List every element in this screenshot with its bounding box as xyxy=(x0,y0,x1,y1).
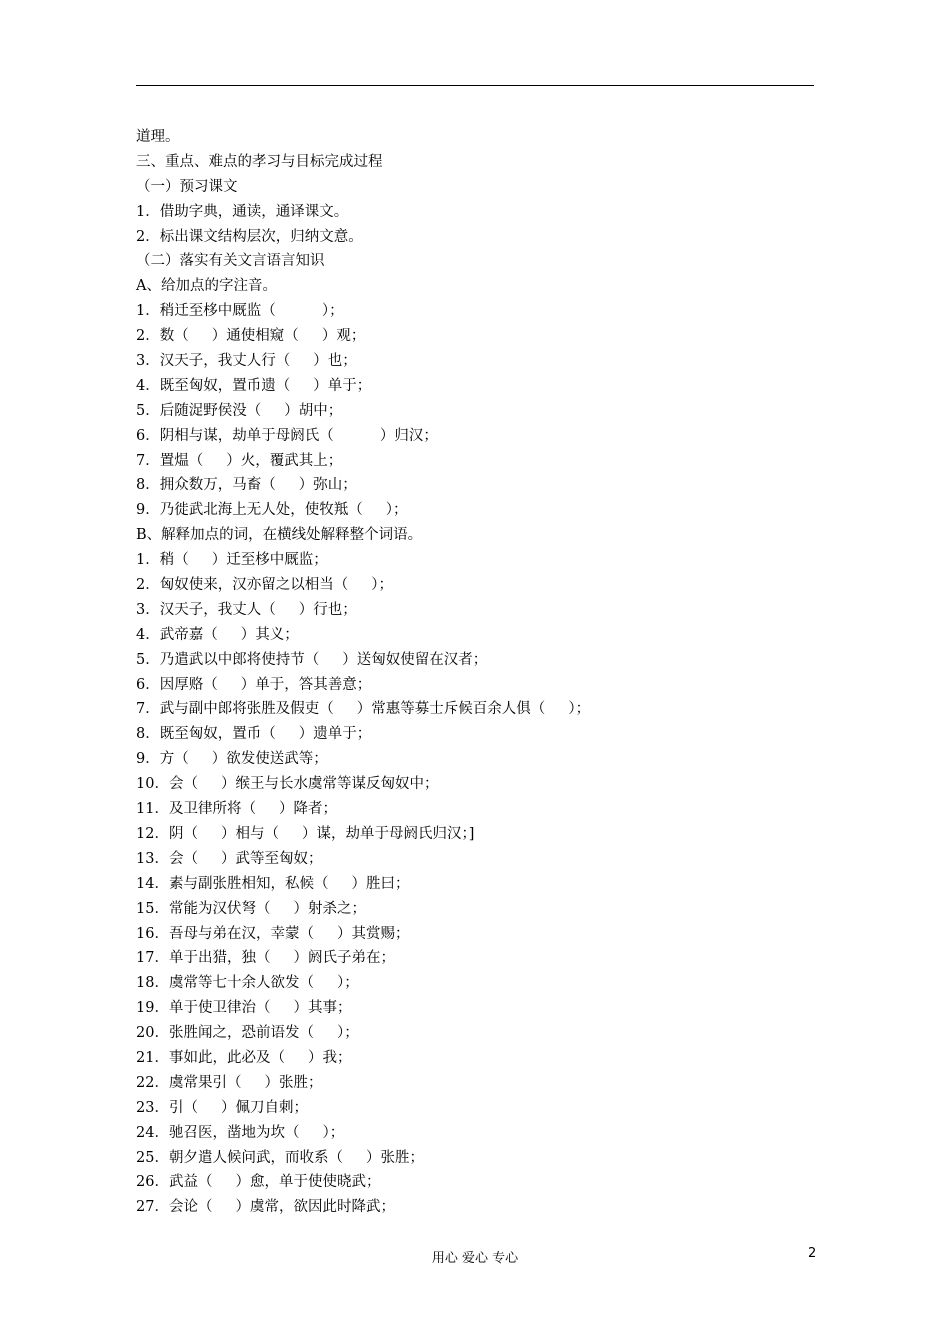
exercise-item: 4．武帝嘉（ ）其义； xyxy=(136,626,299,643)
exercise-item: 12．阴（ ）相与（ ）谋，劫单于母阏氏归汉；] xyxy=(136,825,475,842)
exercise-item: 5．后随浞野侯没（ ）胡中； xyxy=(136,402,343,419)
exercise-item: 3．汉天子，我丈人（ ）行也； xyxy=(136,601,357,618)
exercise-item: 8．既至匈奴，置币（ ）遗单于； xyxy=(136,726,372,743)
exercise-item: 18．虞常等七十余人欲发（ ）； xyxy=(136,975,359,992)
text-line: 道理。 xyxy=(136,129,180,145)
exercise-item: 14．素与副张胜相知，私候（ ）胜曰； xyxy=(136,875,410,892)
exercise-heading: A、给加点的字注音。 xyxy=(136,278,277,295)
exercise-item: 22．虞常果引（ ）张胜； xyxy=(136,1074,323,1091)
exercise-item: 6．因厚赂（ ）单于，答其善意； xyxy=(136,676,372,693)
exercise-item: 17．单于出猎，独（ ）阏氏子弟在； xyxy=(136,950,395,967)
footer-motto: 用心 爱心 专心 xyxy=(431,1251,519,1266)
exercise-item: 2．匈奴使来，汉亦留之以相当（ ）； xyxy=(136,577,394,594)
exercise-item: 21．事如此，此必及（ ）我； xyxy=(136,1049,352,1066)
exercise-item: 9．方（ ）欲发使送武等； xyxy=(136,751,328,768)
exercise-item: 26．武益（ ）愈，单于使使晓武； xyxy=(136,1174,381,1191)
exercise-item: 3．汉天子，我丈人行（ ）也； xyxy=(136,353,357,370)
subsection-heading: （一）预习课文 xyxy=(136,178,238,195)
text-line: 2．标出课文结构层次，归纳文意。 xyxy=(136,228,363,245)
exercise-item: 7．武与副中郎将张胜及假吏（ ）常惠等募士斥候百余人俱（ ）； xyxy=(136,701,591,718)
exercise-item: 5．乃遣武以中郎将使持节（ ）送匈奴使留在汉者； xyxy=(136,651,488,668)
exercise-item: 19．单于使卫律治（ ）其事； xyxy=(136,1000,352,1017)
exercise-item: 11．及卫律所将（ ）降者； xyxy=(136,801,337,818)
exercise-item: 10．会（ ）缑王与长水虞常等谋反匈奴中； xyxy=(136,776,439,793)
exercise-item: 25．朝夕遣人候问武，而收系（ ）张胜； xyxy=(136,1149,424,1166)
page-number: 2 xyxy=(808,1246,817,1261)
exercise-item: 16．吾母与弟在汉，幸蒙（ ）其赏赐； xyxy=(136,925,410,942)
exercise-item: 20．张胜闻之，恐前语发（ ）； xyxy=(136,1025,359,1042)
exercise-item: 23．引（ ）佩刀自刺； xyxy=(136,1099,308,1116)
exercise-item: 24．驰召医，凿地为坎（ ）； xyxy=(136,1124,345,1141)
document-body xyxy=(136,125,816,1220)
exercise-item: 8．拥众数万，马畜（ ）弥山； xyxy=(136,477,357,494)
subsection-heading: （二）落实有关文言语言知识 xyxy=(136,253,325,270)
section-heading: 三、重点、难点的孝习与目标完成过程 xyxy=(136,153,383,170)
exercise-item: 7．置煴（ ）火，覆武其上； xyxy=(136,452,343,469)
exercise-item: 2．数（ ）通使相窥（ ）观； xyxy=(136,328,366,345)
header-rule xyxy=(136,85,814,86)
exercise-item: 13．会（ ）武等至匈奴； xyxy=(136,850,323,867)
exercise-heading: B、解释加点的词，在横线处解释整个词语。 xyxy=(136,527,423,544)
text-line: 1．借助字典，通读，通译课文。 xyxy=(136,203,349,220)
exercise-item: 4．既至匈奴，置币遗（ ）单于； xyxy=(136,377,372,394)
exercise-item: 6．阴相与谋，劫单于母阏氏（ ）归汉； xyxy=(136,427,438,444)
exercise-item: 9．乃徙武北海上无人处，使牧羝（ ）； xyxy=(136,502,408,519)
exercise-item: 1．稍迁至栘中厩监（ ）； xyxy=(136,303,344,320)
exercise-item: 1．稍（ ）迁至栘中厩监； xyxy=(136,552,328,569)
exercise-item: 15．常能为汉伏弩（ ）射杀之； xyxy=(136,900,366,917)
exercise-item: 27．会论（ ）虞常，欲因此时降武； xyxy=(136,1199,395,1216)
